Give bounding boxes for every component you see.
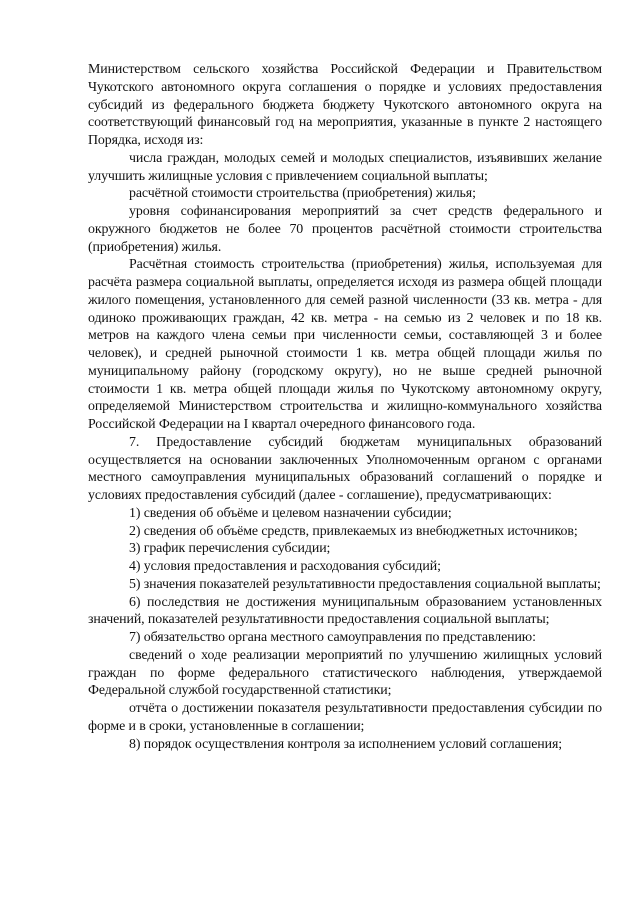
document-paragraph: числа граждан, молодых семей и молодых специалистов, изъявивших желание улучшить жилищные условия с привлечением социальной выплаты; xyxy=(88,150,602,184)
document-paragraph: 8) порядок осуществления контроля за исполнением условий соглашения; xyxy=(129,736,563,752)
document-paragraph: 7) обязательство органа местного самоуправления по представлению: xyxy=(129,630,536,645)
document-paragraph: 4) условия предоставления и расходования субсидий; xyxy=(129,559,441,574)
document-paragraph: Расчётная стоимость строительства (приобретения) жилья, используемая для расчёта размера социальной выплаты, определяется исходя из размера общей площади жилого помещения, установленного для семей разной численности (33 кв. метра - для одиноко проживающих граждан, 42 кв. метра - на семью из 2 человек и по 18 кв. метров на каждого члена семьи при численности семьи, составляющей 3 и более человек), и средней рыночной стоимости 1 кв. метра общей площади жилья по муниципальному району (городскому округу), но не выше средней рыночной стоимости 1 кв. метра общей площади жилья по Чукотскому автономному округу, определяемой Министерством строительства и жилищно-коммунального хозяйства Российской Федерации на I квартал очередного финансового года. xyxy=(88,257,602,432)
document-paragraph: расчётной стоимости строительства (приобретения) жилья; xyxy=(129,186,476,202)
document-paragraph: 5) значения показателей результативности предоставления социальной выплаты; xyxy=(129,576,601,592)
document-paragraph: 2) сведения об объёме средств, привлекаемых из внебюджетных источников; xyxy=(129,523,578,539)
document-paragraph: 3) график перечисления субсидии; xyxy=(129,541,331,557)
document-paragraph: 1) сведения об объёме и целевом назначении субсидии; xyxy=(129,505,452,521)
document-body xyxy=(88,61,602,753)
document-paragraph: отчёта о достижении показателя результативности предоставления субсидии по форме и в сроки, установленные в соглашении; xyxy=(88,701,602,734)
document-paragraph: Министерством сельского хозяйства Российской Федерации и Правительством Чукотского автономного округа соглашения о порядке и условиях предоставления субсидий из федерального бюджета бюджету Чукотского автономного округа на соответствующий финансовый год на мероприятия, указанные в пункте 2 настоящего Порядка, исходя из: xyxy=(88,62,602,148)
document-paragraph: сведений о ходе реализации мероприятий по улучшению жилищных условий граждан по форме федерального статистического наблюдения, утверждаемой Федеральной службой государственной статистики; xyxy=(88,647,602,699)
document-paragraph: 6) последствия не достижения муниципальным образованием установленных значений, показателей результативности предоставления социальной выплаты; xyxy=(88,594,602,628)
document-paragraph: уровня софинансирования мероприятий за счет средств федерального и окружного бюджетов не более 70 процентов расчётной стоимости строительства (приобретения) жилья. xyxy=(88,204,602,255)
document-paragraph: 7. Предоставление субсидий бюджетам муниципальных образований осуществляется на основании заключенных Уполномоченным органом с органами местного самоуправления муниципальных образований соглашений о порядке и условиях предоставления субсидий (далее - соглашение), предусматривающих: xyxy=(88,434,602,503)
